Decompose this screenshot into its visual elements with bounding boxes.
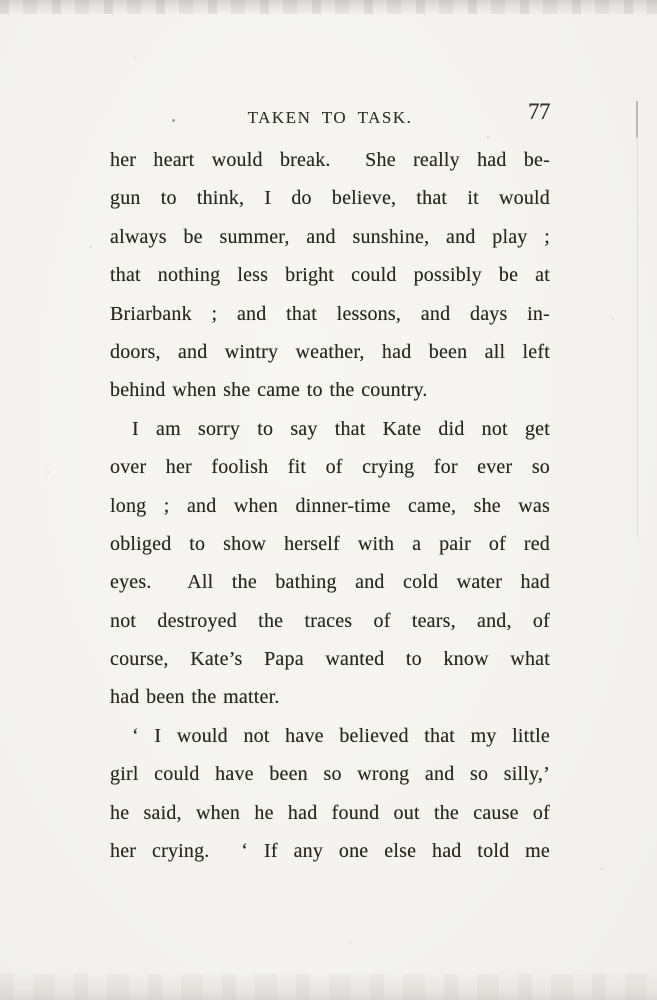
paper-speck [601, 868, 603, 870]
text-line: that nothing less bright could possibly be at [110, 264, 550, 287]
text-line: course, Kate’s Papa wanted to know what [110, 648, 550, 671]
text-line: had been the matter. [110, 686, 280, 709]
scan-crease-mark [636, 101, 638, 138]
text-line: always be summer, and sunshine, and play ; [110, 225, 550, 248]
text-line: obliged to show herself with a pair of red [110, 532, 550, 555]
text-line: eyes. All the bathing and cold water had [110, 571, 550, 594]
text-line: not destroyed the traces of tears, and, of [110, 609, 550, 632]
text-line: long ; and when dinner-time came, she was [110, 494, 550, 517]
page-bottom-edge-shading [0, 974, 657, 1000]
text-line: behind when she came to the country. [110, 379, 428, 402]
text-line: I am sorry to say that Kate did not get [132, 417, 550, 440]
text-line: ‘ I would not have believed that my little [132, 724, 550, 747]
text-line: Briarbank ; and that lessons, and days in- [110, 302, 550, 325]
running-header [110, 0, 550, 140]
text-line: gun to think, I do believe, that it would [110, 187, 550, 210]
text-line: her heart would break. She really had be- [110, 149, 550, 171]
scan-crease-mark-faint [637, 138, 638, 538]
text-line: over her foolish fit of crying for ever so [110, 456, 550, 479]
page-number: 77 [528, 99, 550, 124]
text-line: doors, and wintry weather, had been all left [110, 340, 550, 363]
running-header-title: TAKEN TO TASK. [247, 108, 413, 127]
text-line: he said, when he had found out the cause of [110, 801, 550, 824]
paper-speck [612, 318, 614, 320]
paper-speck [90, 246, 92, 248]
text-line: her crying. ‘ If any one else had told me [110, 840, 550, 863]
paper-speck [349, 941, 351, 943]
paper-speck [47, 471, 49, 473]
text-column [110, 141, 550, 870]
text-line: girl could have been so wrong and so silly,’ [110, 763, 550, 786]
